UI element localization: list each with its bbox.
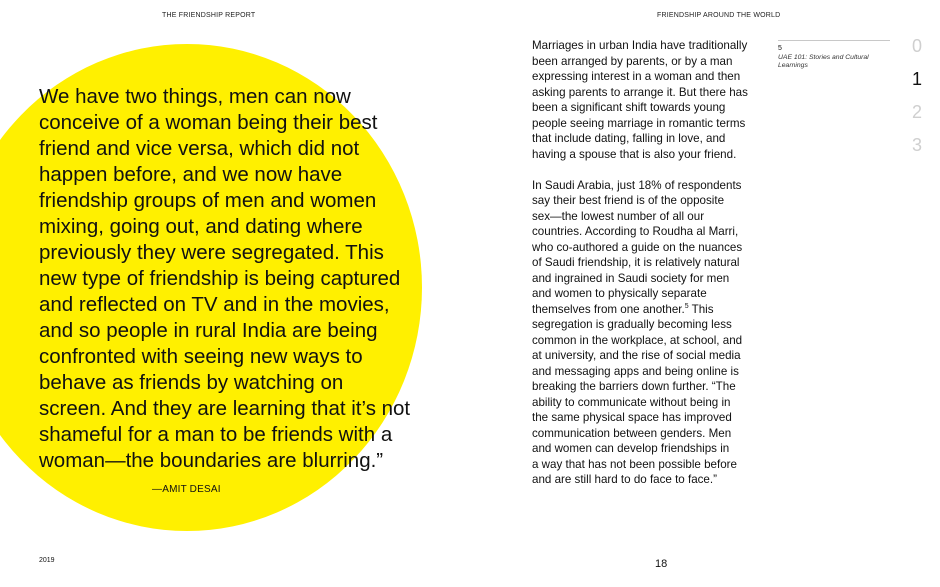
text-line: woman—the boundaries are blurring.” [39, 449, 384, 472]
text-line: friend and vice versa, which did not [39, 137, 360, 160]
paragraph-arranged-marriage [532, 38, 770, 162]
text-line: been arranged by parents, or by a man [532, 54, 733, 68]
footnote-line: themselves from one another.$^5$ This [532, 302, 714, 316]
text-line: having a spouse that is also your friend. [532, 147, 737, 161]
text-line: and reflected on TV and in the movies, [39, 293, 390, 316]
text-line: expressing interest in a woman and then [532, 70, 741, 83]
pager-item-1[interactable]: 1 [911, 69, 922, 89]
pager-item-2[interactable]: 2 [911, 102, 922, 122]
pull-quote [39, 84, 479, 474]
text-line: countries. According to Roudha al Marri, [532, 225, 739, 238]
text-line: at university, and the rise of social media [532, 349, 741, 362]
body-text [532, 38, 770, 503]
footnote-text: UAE 101: Stories and Cultural Learnings [778, 54, 869, 69]
text-line: ability to communicate without being in [532, 395, 731, 409]
text-line: communication between genders. Men [532, 426, 732, 440]
text-line: asking parents to arrange it. But there has [532, 85, 748, 99]
text-line: screen. And they are learning that it’s not [39, 397, 411, 420]
footnote-number: 5 [778, 45, 782, 52]
text-line: and women to physically separate [532, 287, 707, 300]
section-pager [905, 36, 929, 168]
text-line: conceive of a woman being their best [39, 111, 378, 134]
text-line: say their best friend is of the opposite [532, 194, 725, 207]
text-line: mixing, going out, and dating where [39, 215, 363, 238]
footer-year: 2019 [39, 557, 55, 564]
text-line: shameful for a man to be friends with a [39, 423, 393, 446]
footnote-reference[interactable]: 5 [684, 302, 689, 310]
running-header-left: THE FRIENDSHIP REPORT [162, 12, 256, 19]
running-header-right: FRIENDSHIP AROUND THE WORLD [657, 12, 781, 19]
text-line: common in the workplace, at school, and [532, 333, 743, 347]
text-line: of Saudi friendship, it is relatively natural [532, 256, 740, 269]
text-line: and ingrained in Saudi society for men [532, 271, 730, 285]
text-line: who co-authored a guide on the nuances [532, 240, 743, 254]
text-line: and are still hard to do face to face.” [532, 473, 717, 486]
quote-attribution: —AMIT DESAI [152, 484, 221, 495]
text-line: segregation is gradually becoming less [532, 318, 732, 331]
text-line: sex—the lowest number of all our [532, 209, 705, 223]
text-line: the same physical space has improved [532, 411, 732, 424]
text-line: and messaging apps and being online is [532, 364, 739, 378]
text-line: Marriages in urban India have traditionally [532, 39, 748, 52]
text-line: behave as friends by watching on [39, 371, 344, 394]
text-line: confronted with seeing new ways to [39, 345, 363, 368]
text-line: people seeing marriage in romantic terms [532, 116, 746, 130]
text-line: and women can develop friendships in [532, 442, 730, 455]
text-line: friendship groups of men and women [39, 189, 377, 212]
footnote-divider [778, 40, 890, 41]
text-line: breaking the barriers down further. “The [532, 380, 736, 393]
page-number: 18 [655, 558, 668, 570]
pager-item-0[interactable]: 0 [911, 36, 922, 56]
text-line: a way that has not been possible before [532, 457, 737, 471]
text-line: new type of friendship is being captured [39, 267, 401, 290]
pager-item-3[interactable]: 3 [911, 135, 922, 155]
text-line: that include dating, falling in love, and [532, 132, 726, 145]
text-line: been a significant shift towards young [532, 101, 726, 114]
text-line: We have two things, men can now [39, 85, 351, 108]
text-line: previously they were segregated. This [39, 241, 384, 264]
paragraph-saudi-arabia [532, 178, 770, 488]
text-line: happen before, and we now have [39, 163, 343, 186]
text-line: and so people in rural India are being [39, 319, 378, 342]
text-line: In Saudi Arabia, just 18% of respondents [532, 178, 742, 192]
